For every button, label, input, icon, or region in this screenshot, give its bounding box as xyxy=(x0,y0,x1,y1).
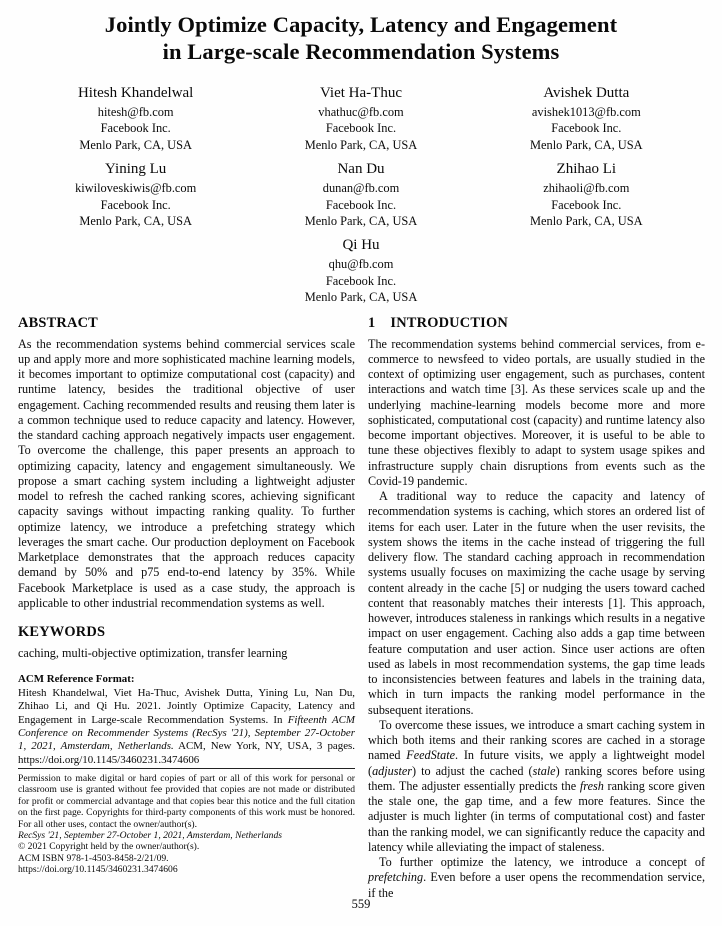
author-email: dunan@fb.com xyxy=(322,181,400,196)
left-column xyxy=(18,315,355,876)
author-block xyxy=(23,159,248,229)
reference-segment: Hitesh Khandelwal, Viet Ha-Thuc, Avishek Dutta, Yining Lu, Nan Du, Zhihao Li, and Qi Hu. 2021. Jointly Optimize Capacity, Latency and Engagement in Large-scale Recommendation Systems. In xyxy=(18,686,355,726)
author-location: Menlo Park, CA, USA xyxy=(79,214,192,229)
adjuster-term: adjuster xyxy=(372,763,413,778)
author-affiliation: Facebook Inc. xyxy=(551,197,622,212)
author-affiliation: Facebook Inc. xyxy=(325,273,397,288)
author-block xyxy=(248,159,473,229)
author-email: hitesh@fb.com xyxy=(97,105,174,119)
footnote-doi: https://doi.org/10.1145/3460231.3474606 xyxy=(18,864,178,876)
page-number: 559 xyxy=(351,897,371,911)
author-name: Nan Du xyxy=(337,161,385,178)
abstract-heading: ABSTRACT xyxy=(18,314,98,331)
paragraph-segment: ranking score given the stale one, the gap time, and a few more features. Since the adjuster is much lighter (in terms of computational cost) and faster than the ranking model, we can significantly reduce the capacity and latency while alleviating the impact of staleness. xyxy=(368,778,705,854)
author-name: Viet Ha-Thuc xyxy=(320,85,402,101)
footnote-copyright: © 2021 Copyright held by the owner/author(s). xyxy=(18,841,200,853)
authors-grid-row-3 xyxy=(0,235,722,305)
acm-reference-format xyxy=(18,673,355,767)
author-block xyxy=(23,83,248,153)
acm-reference-heading: ACM Reference Format: xyxy=(18,673,135,686)
paragraph-segment: . Even before a user opens the recommendation service, if the xyxy=(368,870,705,900)
fresh-term: fresh xyxy=(579,778,604,793)
author-location: Menlo Park, CA, USA xyxy=(79,137,192,152)
keywords-text: caching, multi-objective optimization, transfer learning xyxy=(18,646,288,661)
author-location: Menlo Park, CA, USA xyxy=(304,214,418,229)
acm-reference-text xyxy=(18,687,355,767)
section-title: INTRODUCTION xyxy=(390,314,508,331)
author-affiliation: Facebook Inc. xyxy=(100,197,171,212)
introduction-paragraph-4 xyxy=(368,855,705,901)
author-email: zhihaoli@fb.com xyxy=(543,181,630,196)
prefetching-term: prefetching xyxy=(368,870,424,885)
two-column-body xyxy=(0,314,722,900)
author-name: Hitesh Khandelwal xyxy=(77,85,194,101)
author-block xyxy=(474,159,699,229)
authors-section xyxy=(0,83,722,306)
section-number: 1 xyxy=(368,314,376,331)
paragraph-segment: ) to adjust the cached ( xyxy=(412,763,533,778)
introduction-paragraph-1: The recommendation systems behind commercial services, from e-commerce to newsfeed to video portals, are usually studied in the context of optimizing user engagement, such as purchases, content interactions and watch time [3]. As these services scale up and the underlying machine-learning models become more and more sophisticated, computational cost (capacity) and runtime latency also become important objectives. Moreover, it is useful to be able to tune these objectives flexibly to adapt to system usage spikes and infrastructure supply chain disruptions from events such as the Covid-19 pandemic. xyxy=(368,336,705,488)
paragraph-segment: . In future visits, we apply a lightweight model ( xyxy=(368,748,705,778)
author-location: Menlo Park, CA, USA xyxy=(530,137,643,152)
author-block xyxy=(248,83,473,153)
paragraph-segment: ) ranking scores before using them. The adjuster essentially predicts the xyxy=(368,763,705,793)
paragraph-segment: To further optimize the latency, we introduce a concept of xyxy=(379,855,705,870)
paper-title xyxy=(0,0,722,65)
author-affiliation: Facebook Inc. xyxy=(325,197,397,212)
footnote-venue: RecSys '21, September 27-October 1, 2021, Amsterdam, Netherlands xyxy=(18,830,282,842)
author-affiliation: Facebook Inc. xyxy=(551,121,622,136)
abstract-text: As the recommendation systems behind commercial services scale up and apply more and more sophisticated machine learning models, it becomes important to optimize computational cost (capacity) and runtime latency, besides the traditional objective of user engagement. Caching recommended results and reusing them later is a common technique used to reduce capacity and latency. However, the standard caching approach negatively impacts user engagement. To overcome the challenge, this paper presents an approach to optimizing capacity, latency and engagement simultaneously. We propose a smart caching system including a lightweight adjuster model to refresh the cached ranking scores, achieving significant capacity savings without impacting ranking quality. To further optimize latency, we introduce a prefetching strategy which leverages the smart cache. Our production deployment on Facebook Marketplace demonstrates that the approach reduces capacity demand by 50% and p75 end-to-end latency by 35%. While Facebook Marketplace is used as a case study, the approach is applicable to other industrial recommendation systems as well. xyxy=(18,336,355,610)
paper-title-line-1: Jointly Optimize Capacity, Latency and Engagement xyxy=(104,12,618,37)
author-email: vhathuc@fb.com xyxy=(318,105,404,119)
stale-term: stale xyxy=(532,763,556,778)
right-column xyxy=(368,314,705,900)
author-location: Menlo Park, CA, USA xyxy=(304,290,418,305)
author-block xyxy=(305,235,418,305)
author-block xyxy=(474,83,699,153)
author-email: kiwiloveskiwis@fb.com xyxy=(75,181,197,196)
copyright-footnote xyxy=(18,768,355,876)
footnote-isbn: ACM ISBN 978-1-4503-8458-2/21/09. xyxy=(18,852,169,864)
authors-grid-row-1-2 xyxy=(23,83,699,229)
permission-notice: Permission to make digital or hard copies of part or all of this work for personal or classroom use is granted without fee provided that copies are not made or distributed for profit or commercial advantage and that copies bear this notice and the full citation on the first page. Copyrights for third-party components of this work must be honored. For all other uses, contact the owner/author(s). xyxy=(18,773,355,830)
introduction-paragraph-2: A traditional way to reduce the capacity and latency of recommendation systems is caching, which stores an ordered list of items for each user. Later in the future when the user revisits, the system shows the items in the cache instead of triggering the full delivery flow. The standard caching approach in recommendation systems usually focuses on maximizing the cache usage by serving content already in the cache [5] or nudging the users toward cached content that reasonably matches their interests [1]. This approach, however, introduces staleness in rankings which results in a negative impact on user engagement. Caching also adds a gap time between feature computation and user action. Since user actions are often used as labels in most recommendation systems, the gap time leads to inconsistencies between features and labels in the training data, which in turn impacts the ranking model performance in the subsequent iterations. xyxy=(368,489,705,717)
footnote-rule xyxy=(18,768,355,769)
introduction-paragraph-3 xyxy=(368,718,705,855)
author-location: Menlo Park, CA, USA xyxy=(530,214,643,229)
author-affiliation: Facebook Inc. xyxy=(325,121,397,136)
author-name: Zhihao Li xyxy=(556,161,617,178)
author-email: qhu@fb.com xyxy=(328,257,394,272)
author-name: Yining Lu xyxy=(105,161,167,178)
author-location: Menlo Park, CA, USA xyxy=(304,137,418,152)
author-name: Qi Hu xyxy=(342,237,380,254)
paper-title-line-2: in Large-scale Recommendation Systems xyxy=(162,38,560,64)
author-affiliation: Facebook Inc. xyxy=(100,121,171,136)
reference-venue-italic: Fifteenth ACM Conference on Recommender Systems (RecSys '21), September 27-October 1, 2021, Amsterdam, Netherlands. xyxy=(18,713,356,753)
keywords-heading: KEYWORDS xyxy=(18,624,106,641)
author-email: avishek1013@fb.com xyxy=(531,105,641,119)
paragraph-segment: To overcome these issues, we introduce a smart caching system in which both items and their ranking scores are cached in a storage named xyxy=(368,717,705,763)
feedstate-term: FeedState xyxy=(406,748,455,763)
author-name: Avishek Dutta xyxy=(543,85,630,101)
introduction-heading xyxy=(368,315,705,332)
reference-segment: ACM, New York, NY, USA, 3 pages. https://doi.org/10.1145/3460231.3474606 xyxy=(18,740,355,766)
